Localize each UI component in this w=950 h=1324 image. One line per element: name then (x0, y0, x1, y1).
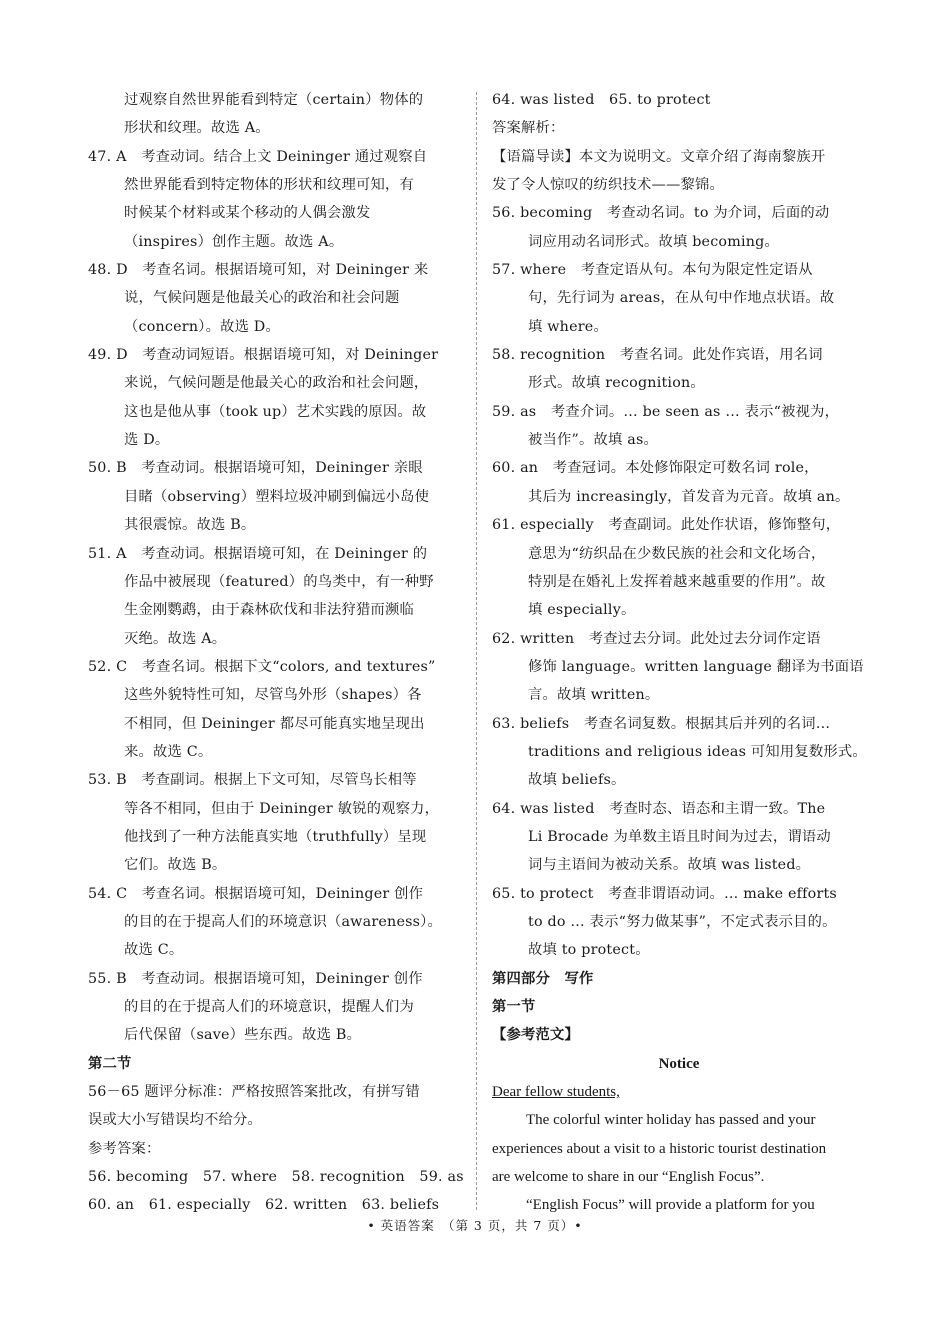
right-text-line: 意思为“纺织品在少数民族的社会和文化场合， (528, 545, 826, 562)
right-text-line: are welcome to share in our “English Focus”. (492, 1169, 765, 1186)
right-text-line: 答案解析： (492, 120, 565, 137)
column-divider (476, 92, 477, 1210)
right-text-line: 56. becoming 考查动名词。to 为介词，后面的动 (492, 205, 830, 222)
left-text-line: 过观察自然世界能看到特定（certain）物体的 (124, 92, 424, 108)
right-text-line: 句，先行词为 areas，在从句中作地点状语。故 (528, 290, 835, 307)
right-text-line: 63. beliefs 考查名词复数。根据其后并列的名词… (492, 715, 831, 732)
left-text-line: 故选 C。 (124, 942, 184, 959)
left-text-line: 56. becoming 57. where 58. recognition 59. as (88, 1169, 464, 1186)
left-text-line: 53. B 考查副词。根据上下文可知，尽管鸟长相等 (88, 772, 417, 789)
left-text-line: 然世界能看到特定物体的形状和纹理可知，有 (124, 177, 414, 194)
right-column (492, 86, 866, 1220)
right-text-line: 词与主语间为被动关系。故填 was listed。 (528, 857, 811, 874)
right-text-line: 60. an 考查冠词。本处修饰限定可数名词 role， (492, 460, 819, 477)
right-text-line: 58. recognition 考查名词。此处作宾语，用名词 (492, 347, 823, 364)
left-text-line: 它们。故选 B。 (124, 857, 227, 874)
left-text-line: 目睹（observing）塑料垃圾冲刷到偏远小岛使 (124, 488, 430, 505)
right-text-line: 59. as 考查介词。… be seen as … 表示“被视为， (492, 403, 840, 420)
right-text-line: experiences about a visit to a historic tourist destination (492, 1140, 827, 1157)
left-text-line: 55. B 考查动词。根据语境可知，Deininger 创作 (88, 970, 423, 987)
left-text-line: 等各不相同，但由于 Deininger 敏锐的观察力， (124, 800, 440, 817)
right-text-line: 修饰 language。written language 翻译为书面语 (528, 658, 864, 675)
left-text-line: 灭绝。故选 A。 (124, 630, 227, 647)
left-text-line: 来。故选 C。 (124, 743, 213, 760)
right-text-line: 填 especially。 (528, 602, 636, 619)
salutation-text: Dear fellow students, (492, 1084, 620, 1101)
left-text-line: 说，气候问题是他最关心的政治和社会问题 (124, 290, 400, 307)
left-text-line: 的目的在于提高人们的环境意识（awareness）。 (124, 913, 443, 930)
left-text-line: 48. D 考查名词。根据语境可知，对 Deininger 来 (88, 262, 429, 279)
left-text-line: 形状和纹理。故选 A。 (124, 120, 270, 137)
right-text-line: 【语篇导读】本文为说明文。文章介绍了海南黎族开 (492, 148, 826, 165)
left-text-line: 时候某个材料或某个移动的人偶会激发 (124, 205, 371, 222)
left-text-line: 51. A 考查动词。根据语境可知，在 Deininger 的 (88, 545, 428, 562)
left-text-line: 其很震惊。故选 B。 (124, 517, 256, 534)
right-text-line (492, 1078, 866, 1106)
right-text-line: Li Brocade 为单数主语且时间为过去，谓语动 (528, 828, 831, 845)
left-text-line: 这些外貌特性可知，尽管鸟外形（shapes）各 (124, 687, 422, 704)
left-text-line: 不相同，但 Deininger 都尽可能真实地呈现出 (124, 715, 425, 732)
right-text-line: 被当作”。故填 as。 (528, 432, 658, 449)
right-text-line: 发了令人惊叹的纺织技术——黎锦。 (492, 177, 724, 194)
right-text-line: 64. was listed 65. to protect (492, 92, 711, 108)
left-text-line: 选 D。 (124, 432, 170, 449)
left-text-line: 误或大小写错误均不给分。 (88, 1112, 262, 1129)
right-text-line: 62. written 考查过去分词。此处过去分词作定语 (492, 630, 821, 647)
left-text-line: 的目的在于提高人们的环境意识，提醒人们为 (124, 999, 414, 1015)
left-text-line: 生金刚鹦鹉，由于森林砍伐和非法狩猎而濒临 (124, 602, 414, 619)
left-text-line: 参考答案： (88, 1140, 161, 1157)
right-text-line: 第一节 (492, 999, 536, 1015)
left-text-line: 49. D 考查动词短语。根据语境可知，对 Deininger (88, 347, 439, 364)
right-text-line: 其后为 increasingly，首发音为元音。故填 an。 (528, 488, 850, 505)
right-text-line: 65. to protect 考查非谓语动词。… make efforts (492, 885, 837, 902)
left-text-line: （inspires）创作主题。故选 A。 (124, 233, 344, 250)
left-text-line: 来说，气候问题是他最关心的政治和社会问题， (124, 375, 429, 392)
left-text-line: 他找到了一种方法能真实地（truthfully）呈现 (124, 828, 427, 845)
right-text-line: “English Focus” will provide a platform for you (526, 1197, 815, 1214)
left-text-line: （concern）。故选 D。 (124, 318, 280, 335)
right-text-line: 第四部分 写作 (492, 970, 594, 987)
right-text-line: 57. where 考查定语从句。本句为限定性定语从 (492, 262, 813, 279)
right-text-line: to do … 表示“努力做某事”，不定式表示目的。 (528, 913, 837, 930)
right-text-line: 故填 beliefs。 (528, 772, 626, 789)
left-text-line: 作品中被展现（featured）的鸟类中，有一种野 (124, 573, 434, 590)
left-column (88, 86, 462, 1220)
left-text-line: 后代保留（save）些东西。故选 B。 (124, 1027, 362, 1044)
right-text-line: The colorful winter holiday has passed and your (526, 1112, 816, 1129)
left-text-line: 第二节 (88, 1055, 132, 1072)
left-text-line: 这也是他从事（took up）艺术实践的原因。故 (124, 403, 427, 420)
left-text-line: 47. A 考查动词。结合上文 Deininger 通过观察自 (88, 148, 428, 165)
left-text-line: 52. C 考查名词。根据下文“colors, and textures” (88, 658, 436, 675)
right-text-line: 词应用动名词形式。故填 becoming。 (528, 233, 780, 250)
right-text-line: 64. was listed 考查时态、语态和主谓一致。The (492, 800, 826, 817)
right-text-line: 言。故填 written。 (528, 687, 660, 704)
right-text-line: Notice (658, 1055, 700, 1072)
right-text-line: 形式。故填 recognition。 (528, 375, 705, 392)
right-text-line: 故填 to protect。 (528, 942, 650, 959)
page-footer: • 英语答案 （第 3 页，共 7 页）• (367, 1218, 583, 1233)
left-text-line: 56－65 题评分标准：严格按照答案批改，有拼写错 (88, 1084, 420, 1101)
right-text-line: 填 where。 (528, 318, 608, 335)
right-text-line: 61. especially 考查副词。此处作状语，修饰整句， (492, 517, 841, 534)
left-text-line: 54. C 考查名词。根据语境可知，Deininger 创作 (88, 885, 424, 902)
right-text-line: 特别是在婚礼上发挥着越来越重要的作用”。故 (528, 573, 826, 590)
left-text-line: 60. an 61. especially 62. written 63. beliefs (88, 1197, 440, 1214)
right-text-line: traditions and religious ideas 可知用复数形式。 (528, 743, 867, 760)
left-text-line: 50. B 考查动词。根据语境可知，Deininger 亲眼 (88, 460, 423, 477)
right-text-line: 【参考范文】 (492, 1027, 579, 1044)
